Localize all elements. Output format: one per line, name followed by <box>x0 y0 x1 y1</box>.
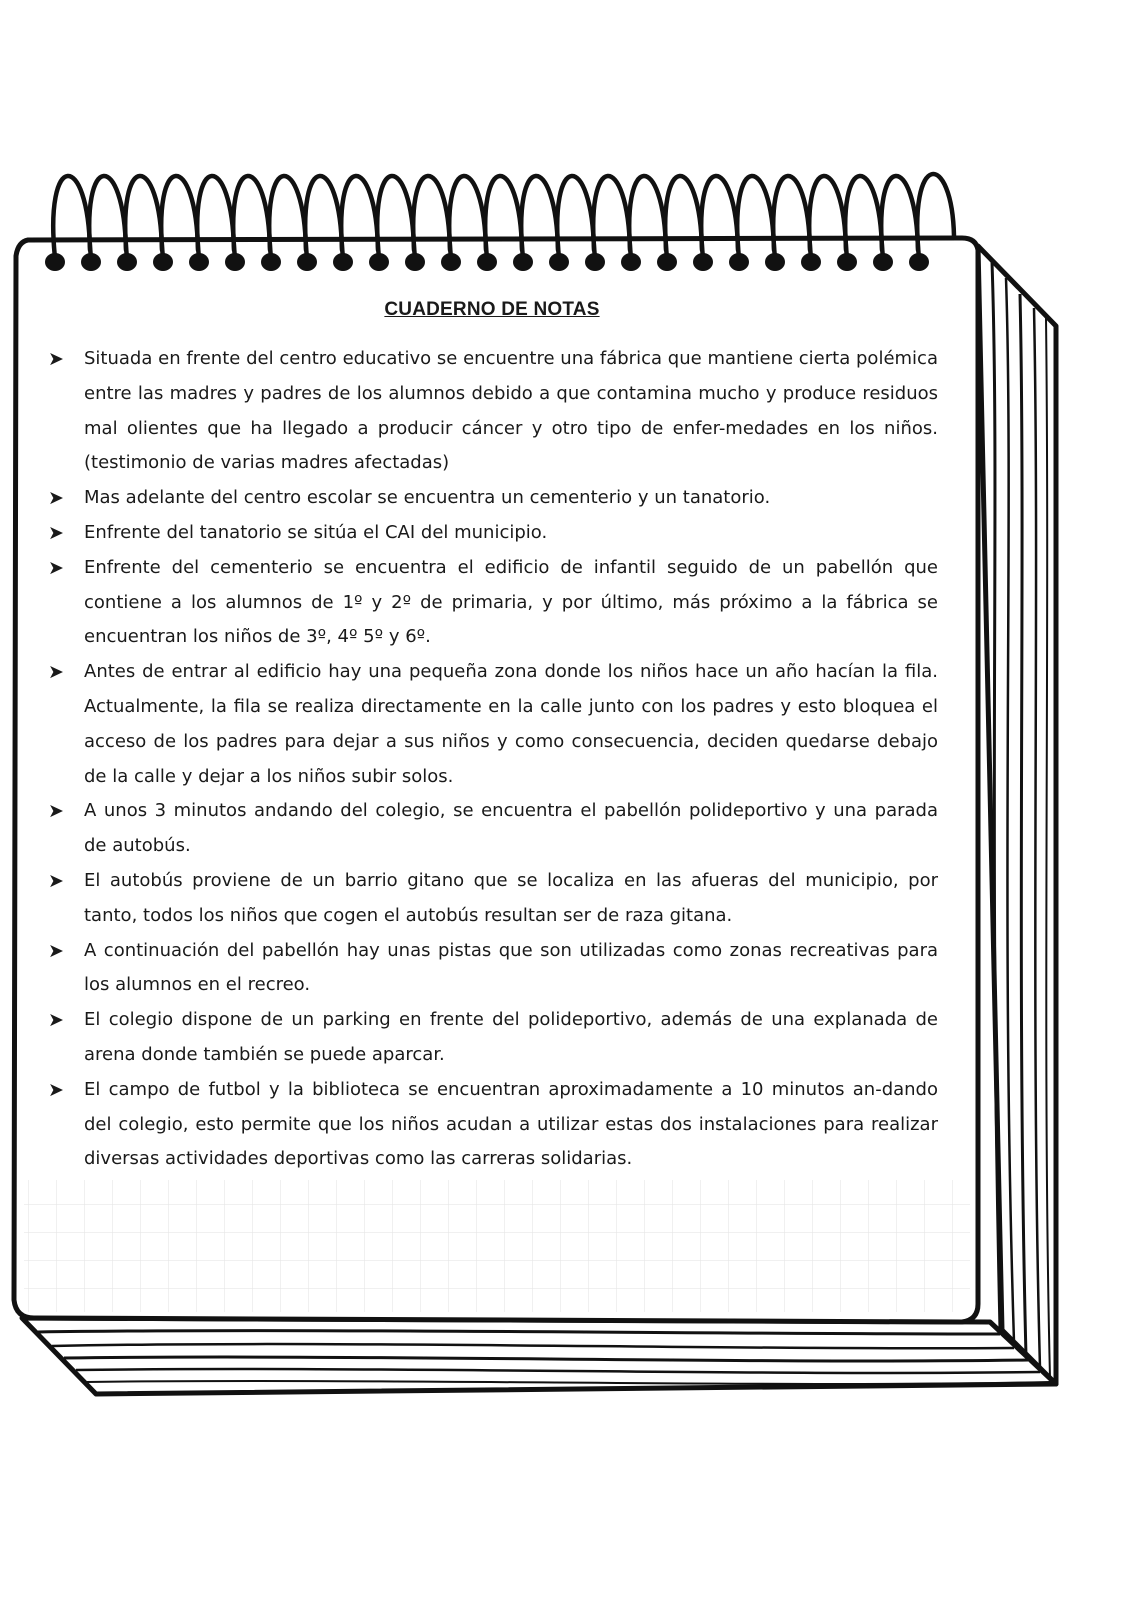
arrowhead-bullet-icon: ➤ <box>48 1009 64 1032</box>
list-item <box>46 516 938 551</box>
note-text: Enfrente del cementerio se encuentra el edificio de infantil seguido de un pabellón que contiene a los alumnos de 1º y 2º de primaria, y por último, más próximo a la fábrica se encuentran los niños de 3º, 4º 5º y 6º. <box>84 556 938 648</box>
note-text: A unos 3 minutos andando del colegio, se encuentra el pabellón polideportivo y una parada de autobús. <box>84 800 938 857</box>
note-text: Antes de entrar al edificio hay una pequeña zona donde los niños hace un año hacían la fila. Actualmente, la fila se realiza directamente en la calle junto con los padres y esto bloquea el acceso de los padres para dejar a sus niños y como consecuencia, deciden quedarse debajo de la calle y dejar a los niños subir solos. <box>84 661 938 787</box>
arrowhead-bullet-icon: ➤ <box>48 869 64 892</box>
list-item <box>46 864 938 934</box>
arrowhead-bullet-icon: ➤ <box>48 800 64 823</box>
arrowhead-bullet-icon: ➤ <box>48 1078 64 1101</box>
notebook-page-content <box>46 298 938 1177</box>
note-text: Mas adelante del centro escolar se encuentra un cementerio y un tanatorio. <box>84 487 771 509</box>
list-item <box>46 934 938 1004</box>
arrowhead-bullet-icon: ➤ <box>48 661 64 684</box>
list-item <box>46 481 938 516</box>
list-item <box>46 794 938 864</box>
note-text: El campo de futbol y la biblioteca se encuentran aproximadamente a 10 minutos an-dando del colegio, esto permite que los niños acudan a utilizar estas dos instalaciones para realizar diversas actividades deportivas como las carreras solidarias. <box>84 1078 938 1170</box>
list-item <box>46 342 938 481</box>
note-text: A continuación del pabellón hay unas pistas que son utilizadas como zonas recreativas para los alumnos en el recreo. <box>84 939 938 996</box>
list-item <box>46 551 938 655</box>
page-title: CUADERNO DE NOTAS <box>384 299 600 320</box>
page-block-bottom <box>22 1318 1056 1394</box>
note-text: Enfrente del tanatorio se sitúa el CAI del municipio. <box>84 521 548 543</box>
note-text: El autobús proviene de un barrio gitano que se localiza en las afueras del municipio, por tanto, todos los niños que cogen el autobús resultan ser de raza gitana. <box>84 869 938 926</box>
arrowhead-bullet-icon: ➤ <box>48 487 64 510</box>
arrowhead-bullet-icon: ➤ <box>48 939 64 962</box>
list-item <box>46 1003 938 1073</box>
list-item <box>46 655 938 794</box>
list-item <box>46 1073 938 1177</box>
arrowhead-bullet-icon: ➤ <box>48 556 64 579</box>
notes-list <box>46 342 938 1177</box>
arrowhead-bullet-icon: ➤ <box>48 521 64 544</box>
page-block-side <box>978 246 1056 1384</box>
arrowhead-bullet-icon: ➤ <box>48 348 64 370</box>
note-text: El colegio dispone de un parking en frente del polideportivo, además de una explanada de arena donde también se puede aparcar. <box>84 1009 938 1065</box>
note-text: Situada en frente del centro educativo se encuentre una fábrica que mantiene cierta polémica entre las madres y padres de los alumnos debido a que contamina mucho y produce residuos mal olientes que ha llegado a producir cáncer y otro tipo de enfer-medades en los niños. (testimonio de varias madres afectadas) <box>84 348 938 474</box>
